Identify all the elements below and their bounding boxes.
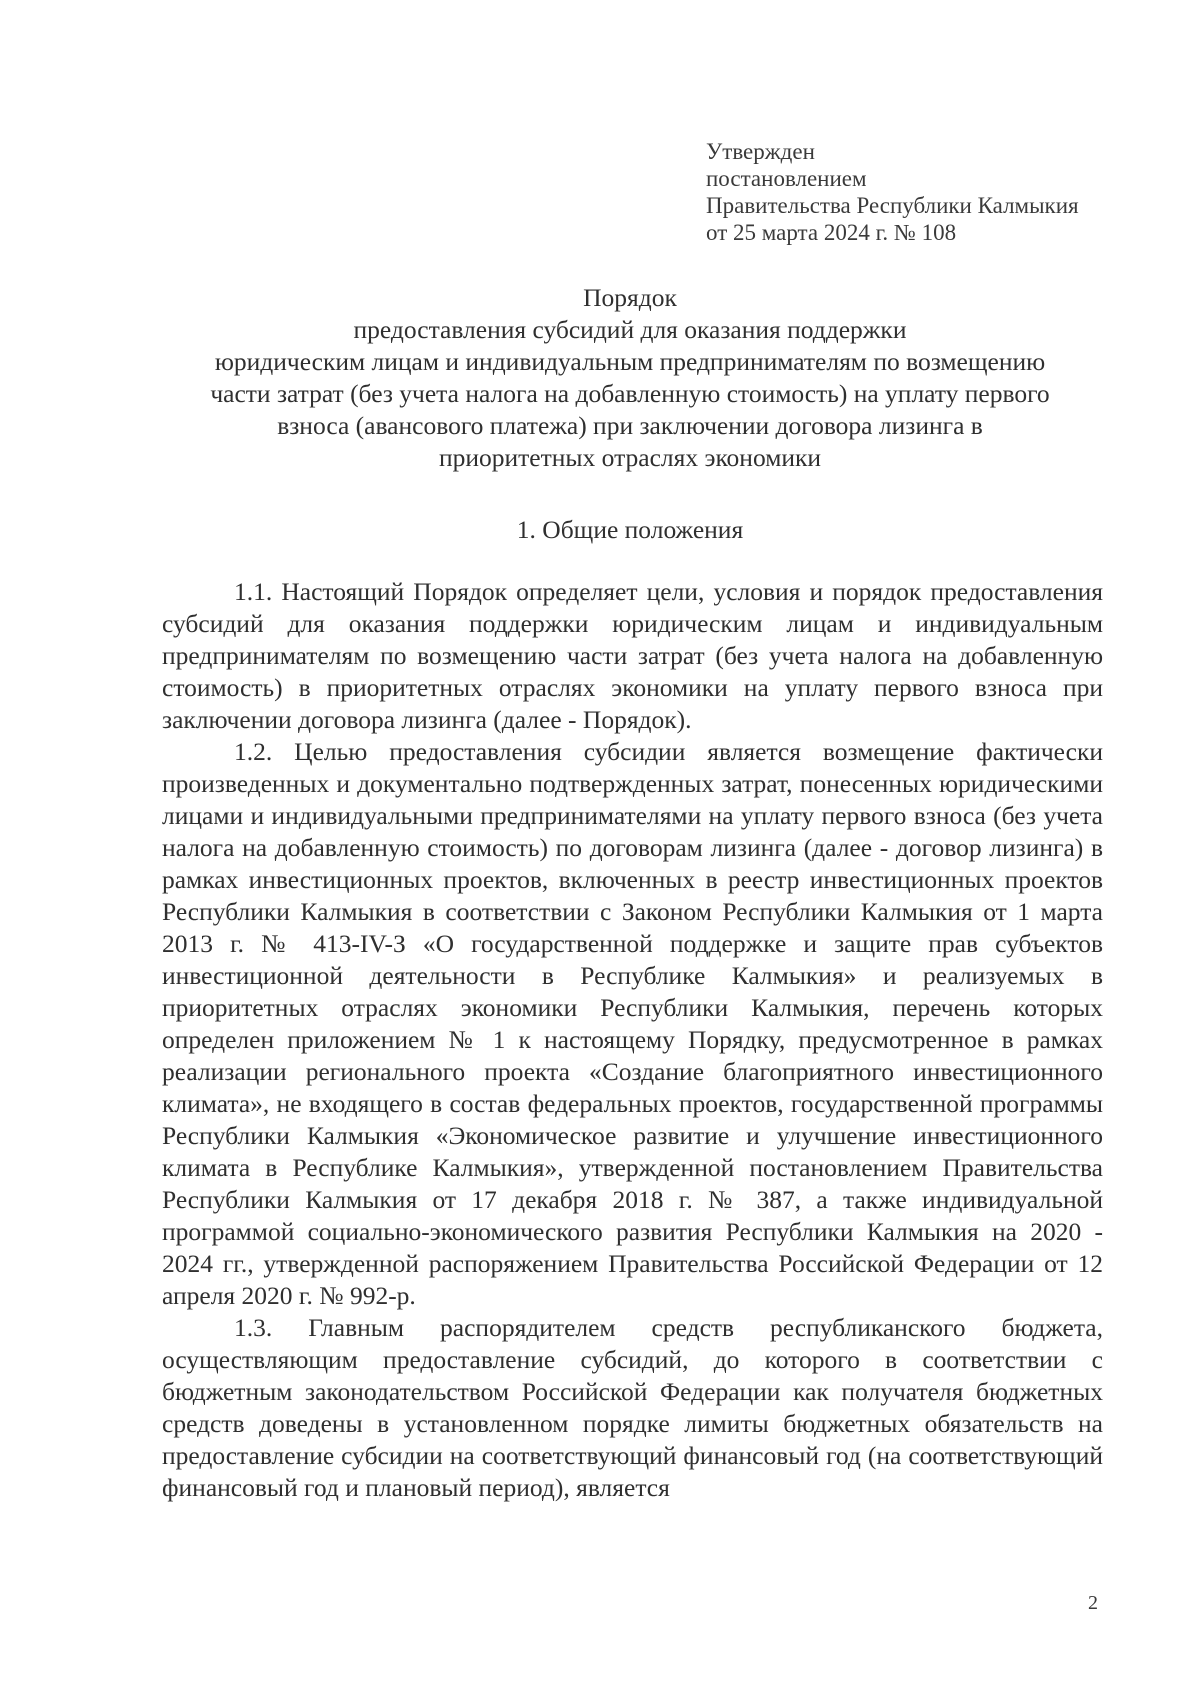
document-title: [150, 282, 1110, 474]
document-body: [162, 576, 1103, 1504]
title-line: части затрат (без учета налога на добавленную стоимость) на уплату первого: [210, 379, 1050, 408]
title-line: предоставления субсидий для оказания поддержки: [353, 315, 907, 344]
paragraph-1-2: 1.2. Целью предоставления субсидии является возмещение фактически произведенных и документально подтвержденных затрат, понесенных юридическими лицами и индивидуальными предпринимателями на уплату первого взноса (без учета налога на добавленную стоимость) по договорам лизинга (далее - договор лизинга) в рамках инвестиционных проектов, включенных в реестр инвестиционных проектов Республики Калмыкия в соответствии с Законом Республики Калмыкия от 1 марта 2013 г. № 413-IV-З «О государственной поддержке и защите прав субъектов инвестиционной деятельности в Республике Калмыкия» и реализуемых в приоритетных отраслях экономики Республики Калмыкия, перечень которых определен приложением № 1 к настоящему Порядку, предусмотренное в рамках реализации регионального проекта «Создание благоприятного инвестиционного климата», не входящего в состав федеральных проектов, государственной программы Республики Калмыкия «Экономическое развитие и улучшение инвестиционного климата в Республике Калмыкия», утвержденной постановлением Правительства Республики Калмыкия от 17 декабря 2018 г. № 387, а также индивидуальной программой социально-экономического развития Республики Калмыкия на 2020 - 2024 гг., утвержденной распоряжением Правительства Российской Федерации от 12 апреля 2020 г. № 992-р.: [162, 737, 1103, 1310]
paragraph-1-3: 1.3. Главным распорядителем средств республиканского бюджета, осуществляющим предоставление субсидий, до которого в соответствии с бюджетным законодательством Российской Федерации как получателя бюджетных средств доведены в установленном порядке лимиты бюджетных обязательств на предоставление субсидии на соответствующий финансовый год (на соответствующий финансовый год и плановый период), является: [162, 1313, 1103, 1502]
approval-line: Утвержден: [706, 139, 815, 164]
title-line: приоритетных отраслях экономики: [438, 443, 822, 472]
approval-line: постановлением: [706, 166, 867, 191]
title-line: взноса (авансового платежа) при заключении договора лизинга в: [277, 411, 983, 440]
paragraph-1-1: 1.1. Настоящий Порядок определяет цели, условия и порядок предоставления субсидий для оказания поддержки юридическим лицам и индивидуальным предпринимателям по возмещению части затрат (без учета налога на добавленную стоимость) в приоритетных отраслях экономики на уплату первого взноса при заключении договора лизинга (далее - Порядок).: [162, 577, 1103, 734]
page-number: 2: [1088, 1592, 1098, 1614]
approval-line: Правительства Республики Калмыкия: [706, 193, 1079, 218]
section-heading: 1. Общие положения: [516, 515, 744, 544]
approval-line: от 25 марта 2024 г. № 108: [706, 220, 957, 245]
approval-stamp: [706, 138, 1079, 246]
title-heading: Порядок: [583, 283, 677, 312]
title-line: юридическим лицам и индивидуальным предпринимателям по возмещению: [214, 347, 1046, 376]
